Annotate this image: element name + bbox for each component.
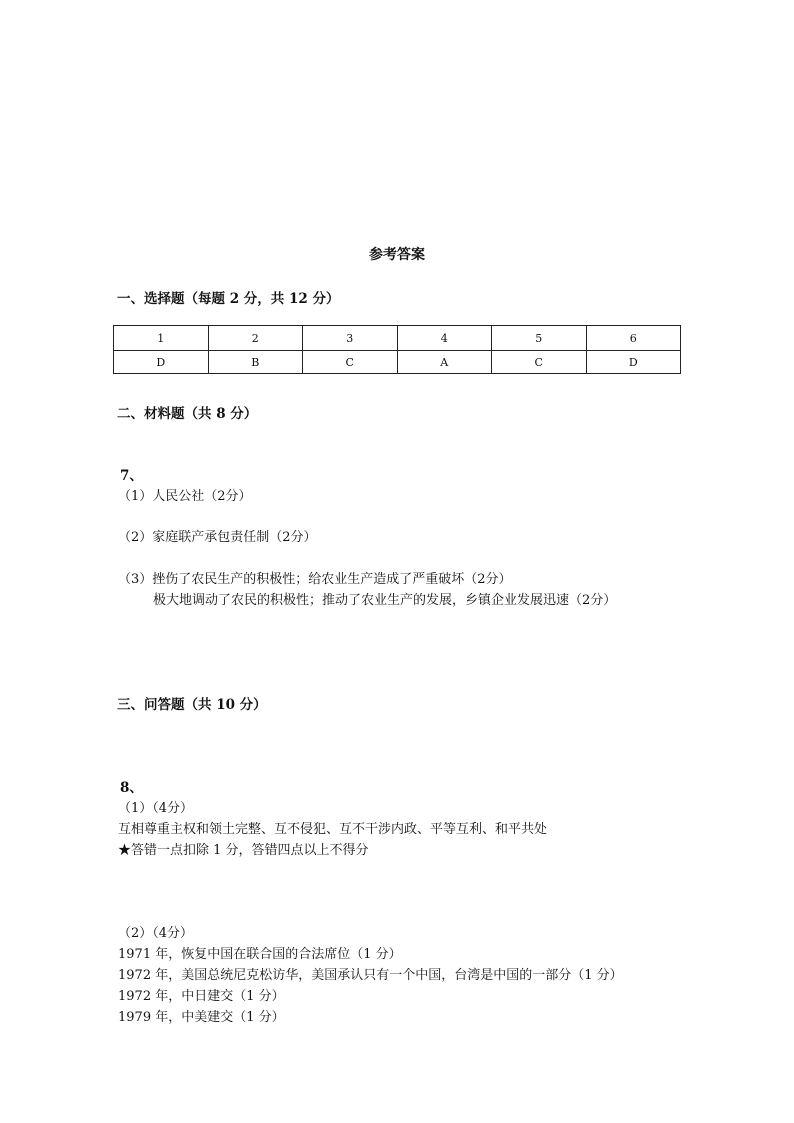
answer-line: （1）人民公社（2分） [118, 489, 252, 504]
answer-table [113, 325, 681, 374]
question-number: 2 [208, 326, 303, 351]
table-row-numbers [114, 326, 681, 351]
answer-cell: C [303, 351, 398, 374]
answer-line: （2）（4分） [118, 926, 194, 941]
answer-line: 1971 年，恢复中国在联合国的合法席位（1 分） [118, 947, 402, 962]
table-row-answers [114, 351, 681, 374]
question-number: 1 [114, 326, 209, 351]
answer-line: 1972 年，中日建交（1 分） [118, 989, 285, 1004]
question-number: 4 [397, 326, 492, 351]
answer-line: 1972 年，美国总统尼克松访华，美国承认只有一个中国，台湾是中国的一部分（1 分） [118, 968, 623, 983]
answer-cell: D [114, 351, 209, 374]
section-heading-material: 二、材料题（共 8 分） [117, 406, 258, 422]
scoring-note: ★答错一点扣除 1 分，答错四点以上不得分 [118, 843, 369, 858]
answer-line: （3）挫伤了农民生产的积极性；给农业生产造成了严重破坏（2分） [118, 572, 512, 587]
question-number: 5 [492, 326, 587, 351]
answer-cell: B [208, 351, 303, 374]
answer-line: （1）（4分） [118, 801, 194, 816]
answer-cell: D [586, 351, 681, 374]
answer-line: 极大地调动了农民的积极性；推动了农业生产的发展，乡镇企业发展迅速（2分） [153, 593, 617, 608]
answer-cell: C [492, 351, 587, 374]
answer-line: （2）家庭联产承包责任制（2分） [118, 530, 317, 545]
question-number: 3 [303, 326, 398, 351]
page-title: 参考答案 [369, 247, 425, 263]
question-label-8: 8、 [120, 780, 143, 796]
answer-cell: A [397, 351, 492, 374]
answer-line: 互相尊重主权和领土完整、互不侵犯、互不干涉内政、平等互利、和平共处 [118, 822, 548, 837]
answer-line: 1979 年，中美建交（1 分） [118, 1010, 285, 1025]
section-heading-choice: 一、选择题（每题 2 分，共 12 分） [117, 291, 340, 307]
question-label-7: 7、 [120, 468, 143, 484]
section-heading-qa: 三、问答题（共 10 分） [117, 697, 267, 713]
question-number: 6 [586, 326, 681, 351]
